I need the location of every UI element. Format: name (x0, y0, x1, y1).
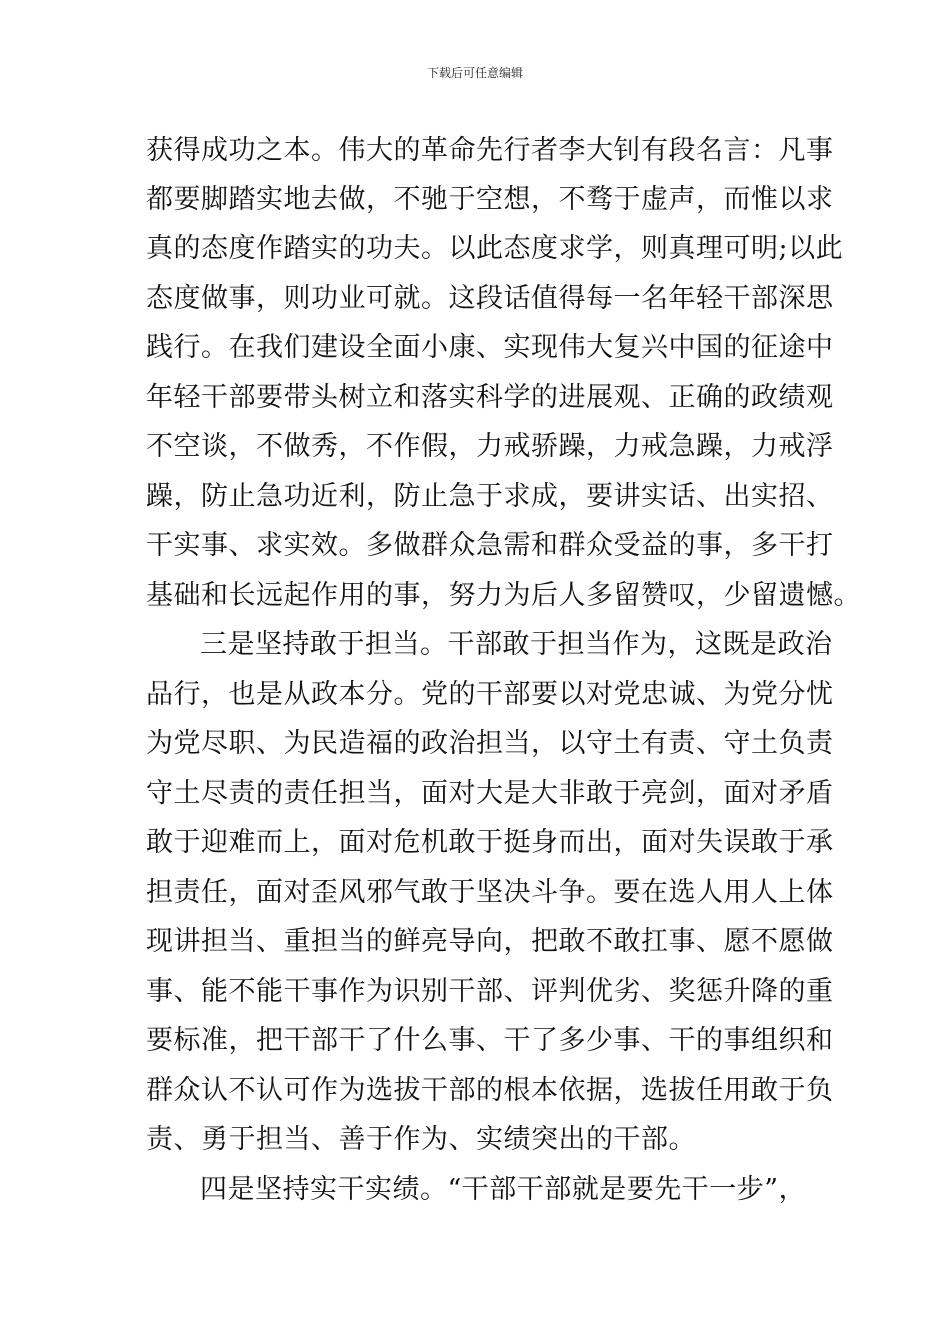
text-line: 躁，防止急功近利，防止急于求成，要讲实话、出实招、 (146, 481, 834, 512)
text-line: 担责任，面对歪风邪气敢于坚决斗争。要在选人用人上体 (146, 877, 834, 908)
text-line: 年轻干部要带头树立和落实科学的进展观、正确的政绩观 (146, 382, 834, 413)
text-line: 都要脚踏实地去做，不驰于空想，不骛于虚声，而惟以求 (146, 184, 834, 215)
text-line: 责、勇于担当、善于作为、实绩突出的干部。 (146, 1124, 696, 1155)
text-line: 干实事、求实效。多做群众急需和群众受益的事，多干打 (146, 530, 834, 561)
text-line: 品行，也是从政本分。党的干部要以对党忠诚、为党分忧 (146, 679, 834, 710)
text-line: 事、能不能干事作为识别干部、评判优劣、奖惩升降的重 (146, 976, 834, 1007)
text-line: 要标准，把干部干了什么事、干了多少事、干的事组织和 (146, 1025, 834, 1056)
text-line: 获得成功之本。伟大的革命先行者李大钊有段名言：凡事 (146, 135, 834, 166)
paragraph-first-line: 三是坚持敢于担当。干部敢于担当作为，这既是政治 (200, 629, 833, 660)
text-line: 态度做事，则功业可就。这段话值得每一名年轻干部深思 (146, 283, 834, 314)
text-line: 守土尽责的责任担当，面对大是大非敢于亮剑，面对矛盾 (146, 778, 834, 809)
text-line: 敢于迎难而上，面对危机敢于挺身而出，面对失误敢于承 (146, 827, 834, 858)
text-line: 为党尽职、为民造福的政治担当，以守土有责、守土负责 (146, 728, 834, 759)
page-header: 下载后可任意编辑 (426, 66, 523, 80)
paragraph-first-line: 四是坚持实干实绩。“干部干部就是要先干一步”， (200, 1174, 807, 1205)
text-line: 基础和长远起作用的事，努力为后人多留赞叹，少留遗憾。 (146, 580, 861, 611)
text-line: 不空谈，不做秀，不作假，力戒骄躁，力戒急躁，力戒浮 (146, 431, 834, 462)
text-line: 群众认不认可作为选拔干部的根本依据，选拔任用敢于负 (146, 1075, 834, 1106)
text-line: 真的态度作踏实的功夫。以此态度求学，则真理可明;以此 (146, 233, 844, 264)
text-line: 践行。在我们建设全面小康、实现伟大复兴中国的征途中 (146, 332, 834, 363)
text-line: 现讲担当、重担当的鲜亮导向，把敢不敢扛事、愿不愿做 (146, 926, 834, 957)
